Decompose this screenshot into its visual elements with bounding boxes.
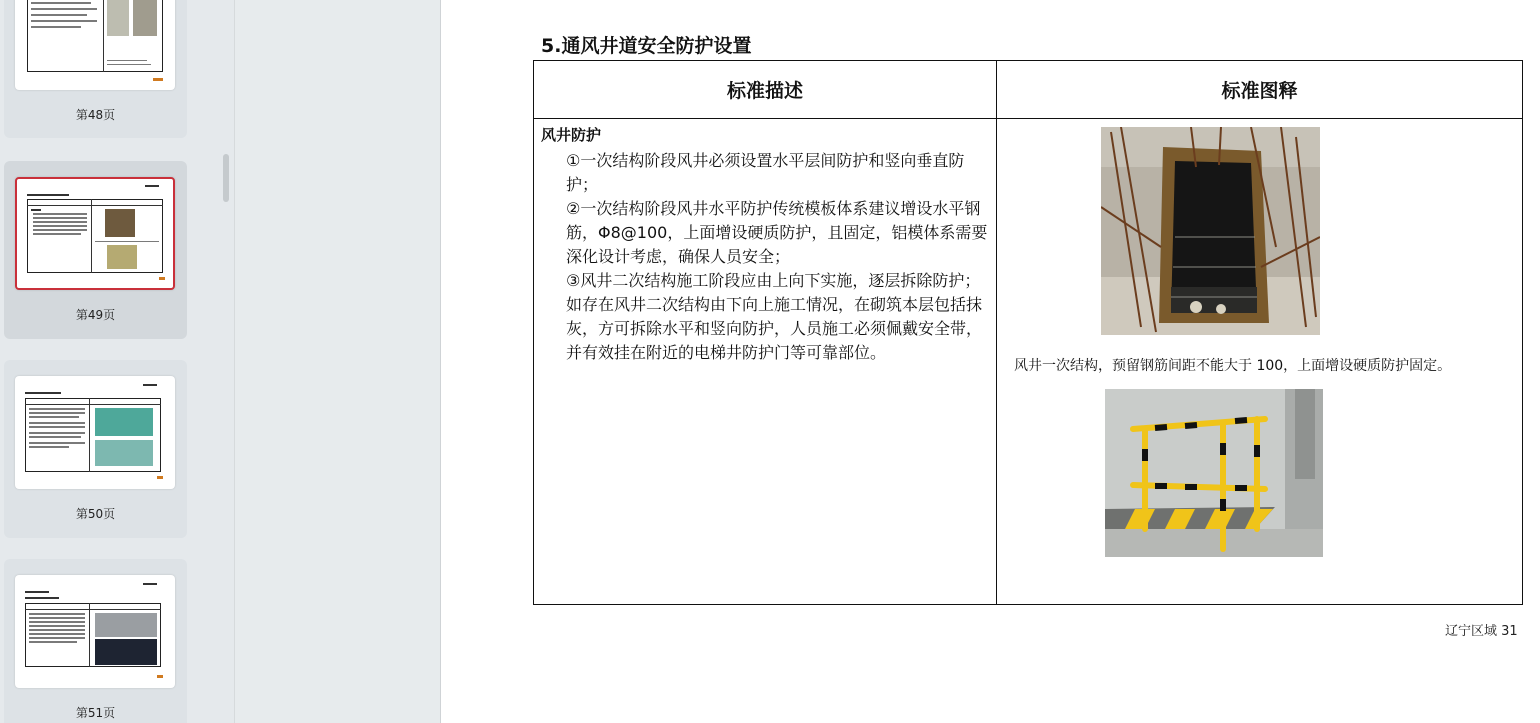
section-title: 5.通风井道安全防护设置 — [541, 35, 752, 57]
thumbnail-label: 第51页 — [75, 706, 116, 720]
thumbnail-image — [15, 376, 175, 489]
thumbnail-image — [15, 575, 175, 688]
description-item-3: ③风井二次结构施工阶段应由上向下实施，逐层拆除防护；如存在风井二次结构由下向上施工情况，在砌筑本层包括抹灰，方可拆除水平和竖向防护，人员施工必须佩戴安全带，并有效挂在附近的电梯井防护门等可靠部位。 — [566, 271, 983, 362]
header-description: 标准描述 — [726, 80, 803, 102]
thumbnail-page-49[interactable] — [4, 161, 187, 339]
thumbnail-image — [15, 177, 175, 290]
thumbnail-image — [15, 0, 175, 90]
description-title: 风井防护 — [541, 126, 602, 144]
standard-table — [533, 60, 1523, 605]
description-item-1: ①一次结构阶段风井必须设置水平层间防护和竖向垂直防护； — [566, 151, 965, 194]
description-body — [566, 149, 992, 365]
thumbnail-scrollbar[interactable] — [223, 154, 229, 202]
viewer-gutter — [234, 0, 441, 723]
thumbnail-label: 第50页 — [75, 507, 116, 521]
thumbnail-page-51[interactable] — [4, 559, 187, 723]
description-item-2: ②一次结构阶段风井水平防护传统模板体系建议增设水平钢筋，Φ8@100，上面增设硬质防护，且固定，铝模体系需要深化设计考虑，确保人员安全； — [566, 199, 988, 266]
shaft-rebar-photo — [1101, 127, 1320, 335]
thumbnail-label: 第49页 — [75, 308, 116, 322]
guardrail-photo — [1105, 389, 1323, 557]
page-footer: 辽宁区域 31 — [1445, 624, 1518, 639]
photo-caption: 风井一次结构，预留钢筋间距不能大于 100，上面增设硬质防护固定。 — [1014, 353, 1514, 377]
thumbnail-label: 第48页 — [75, 108, 116, 122]
document-page — [441, 0, 1540, 723]
header-illustration: 标准图释 — [1221, 80, 1298, 102]
thumbnail-page-48[interactable] — [4, 0, 187, 138]
thumbnail-page-50[interactable] — [4, 360, 187, 538]
thumbnail-panel — [0, 0, 234, 723]
